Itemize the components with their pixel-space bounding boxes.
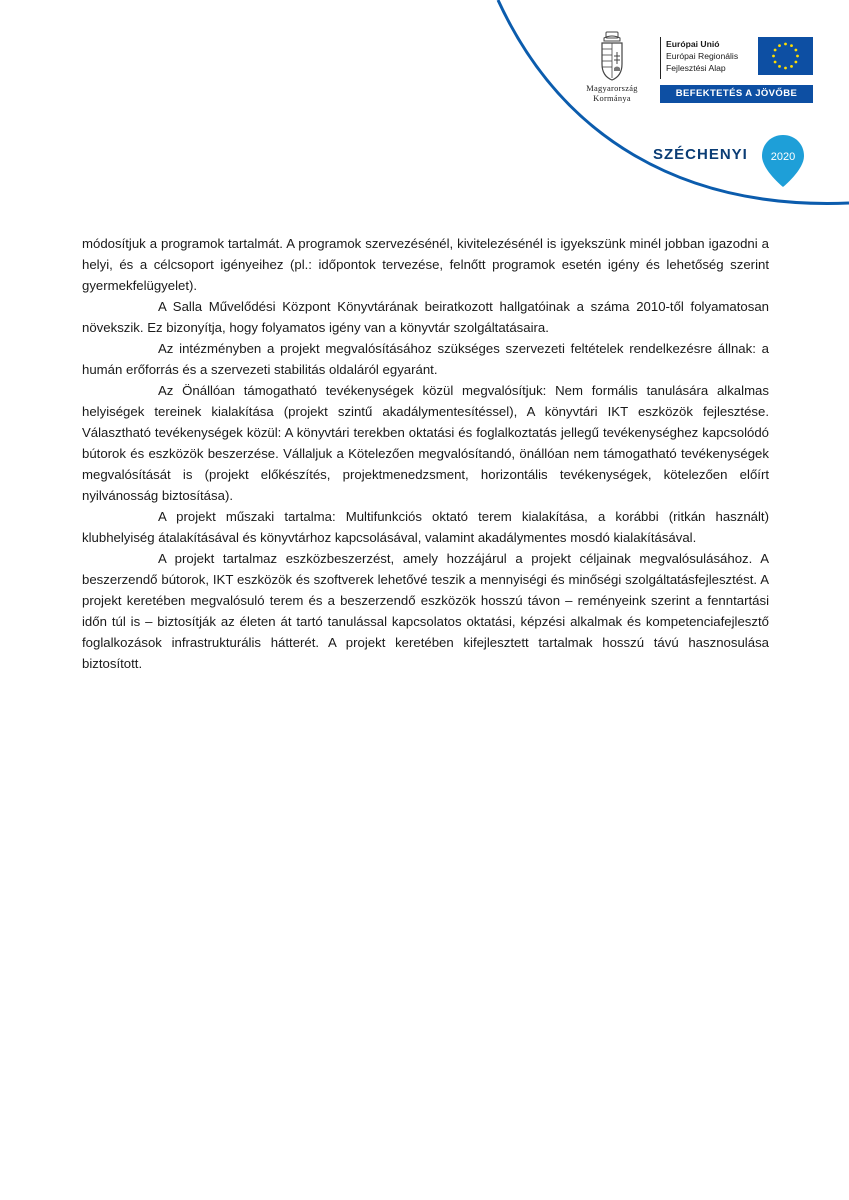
eu-logo-line2: Európai Regionális [666,51,739,61]
government-name-line1: Magyarország [586,84,638,93]
eu-logo-line3: Fejlesztési Alap [666,63,726,73]
body-paragraph: Az intézményben a projekt megvalósításához szükséges szervezeti feltételek rendelkezésre állnak: a humán erőforrás és a szervezeti stabilitás oldaláról egyaránt. [82,341,769,377]
eu-logo-divider [660,37,661,79]
body-paragraph: Az Önállóan támogatható tevékenységek közül megvalósítjuk: Nem formális tanulására alkalmas helyiségek tereinek kialakítása (projekt szintű akadálymentesítéssel), A könyvtári IKT eszközök fejlesztése. Választható tevékenységek közül: A könyvtári terekben oktatási és foglalkoztatás jellegű tevékenységhez kapcsolódó bútorok és eszközök beszerzése. Vállaljuk a Kötelezően megvalósítandó, önállóan nem támogatható tevékenységek megvalósítását is (projekt előkészítés, projektmenedzsment, horizontális tevékenységek, kötelezően előírt nyilvánosság biztosítása). [82,383,769,503]
eu-logo-line1: Európai Unió [666,39,720,49]
body-paragraph: A Salla Művelődési Központ Könyvtárának beiratkozott hallgatóinak a száma 2010-től folyamatosan növekszik. Ez bizonyítja, hogy folyamatos igény van a könyvtár szolgáltatásaira. [82,299,769,335]
hungarian-coat-of-arms-icon [596,30,628,82]
szechenyi-year: 2020 [770,151,796,163]
eu-banner: BEFEKTETÉS A JÖVŐBE [660,85,813,103]
eu-flag-icon [758,37,813,75]
government-name-line2: Kormánya [593,94,631,103]
body-paragraph: A projekt műszaki tartalma: Multifunkciós oktató terem kialakítása, a korábbi (ritkán használt) klubhelyiség átalakításával és könyvtárhoz kapcsolásával, valamint akadálymentes mosdó kialakításával. [82,509,769,545]
map-pin-icon [758,132,808,190]
body-paragraph: módosítjuk a programok tartalmát. A programok szervezésénél, kivitelezésénél is igyekszünk minél jobban igazodni a helyi, és a célcsoport igényeihez (pl.: időpontok tervezése, felnőtt programok esetén igény és lehetőség szerint gyermekfelügyelet). [82,236,769,293]
szechenyi-wordmark: SZÉCHENYI [653,146,748,163]
body-paragraph: A projekt tartalmaz eszközbeszerzést, amely hozzájárul a projekt céljainak megvalósulásához. A beszerzendő bútorok, IKT eszközök és szoftverek lehetővé teszik a mennyiségi és minőségi szolgáltatásfejlesztést. A projekt keretében megvalósuló terem és a beszerzendő eszközök hosszú távon – reményeink szerint a fenntartási időn túl is – biztosítják az életen át tartó tanulással kapcsolatos oktatási, képzési alkalmak és kompetenciafejlesztő foglalkozások infrastrukturális hátterét. A projekt keretében kifejlesztett tartalmak hosszú távú hasznosulása biztosított. [82,551,769,671]
header-arc-decoration [0,0,849,240]
document-body [82,233,769,674]
